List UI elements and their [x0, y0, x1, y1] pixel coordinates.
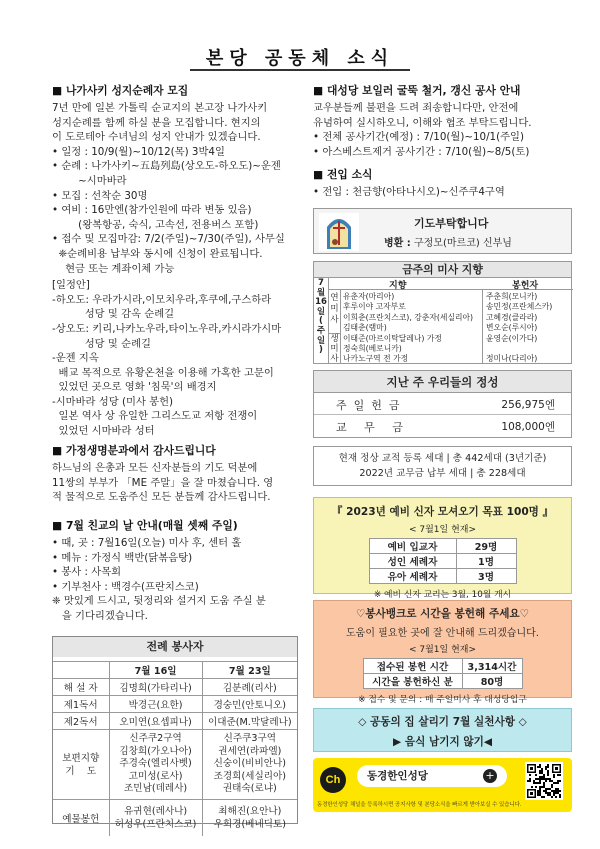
server-role: 제1독서: [53, 696, 109, 713]
server-name: 신숭이(비비안나): [213, 758, 286, 770]
offering-label: 교 무 금: [336, 421, 403, 434]
parish-stats: [313, 446, 572, 486]
server-name: 권세연(라파엘): [218, 745, 282, 757]
server-name: 이대준(M.막달레나): [202, 713, 297, 730]
mass-row: [343, 353, 571, 363]
server-name: 박경근(요한): [109, 696, 202, 713]
server-name: 김명희(가타리나): [109, 679, 202, 696]
goal-row-label: 성인 세례자: [369, 554, 456, 569]
pilgrimage-section: [52, 83, 302, 439]
offer-group-b: [202, 800, 297, 836]
volunteer-line: 도움이 필요한 곳에 잘 안내해 드리겠습니다.: [346, 628, 539, 639]
schedule-line: -운젠 지옥: [52, 352, 99, 365]
schedule-line: 일본 역사 상 유일한 그리스도교 저항 전쟁이: [52, 410, 258, 423]
boiler-heading: ■ 대성당 보일러 굴뚝 철거, 갱신 공사 안내: [313, 84, 521, 97]
welcome-line: • 메뉴 : 가정식 백반(닭볶음탕): [52, 551, 193, 564]
mass-donor: 윤영순(이가다): [486, 333, 538, 343]
volunteer-table: [363, 658, 523, 689]
prayer-label: 병환 :: [384, 238, 411, 249]
mass-group1: 연 미 사: [329, 290, 341, 334]
welcome-line: • 기부천사 : 백경수(프란치스코): [52, 580, 199, 593]
schedule-line: 있었던 시마바라 성터: [52, 425, 155, 438]
channel-name: 동경한인성당: [357, 765, 507, 787]
mass-donor: 정미나(다리아): [486, 354, 538, 364]
mass-intention: 정숙희(베로니카): [343, 343, 402, 353]
volunteer-row-label: 접수된 봉헌 시간: [363, 659, 462, 674]
server-name: 허성우(프란치스코): [114, 818, 197, 830]
server-role: 보편지향 기 도: [53, 730, 109, 800]
volunteer-row-value: 3,314시간: [462, 659, 522, 674]
homecare-title: ◇ 공동의 집 살리기 7월 실천사항 ◇: [358, 716, 527, 728]
boiler-line: • 아스베스트제거 공사기간 : 7/10(월)~8/5(토): [313, 145, 530, 158]
pilgrimage-line: 7년 만에 일본 가톨릭 순교지의 본고장 나가사키: [52, 102, 268, 114]
mass-h1: 지향: [389, 281, 407, 291]
add-channel-icon[interactable]: +: [483, 769, 497, 783]
pilgrimage-line: 성지순례를 함께 하실 분을 모집합니다. 현지의: [52, 116, 261, 129]
boiler-line: 유념하여 실시하오니, 이해와 협조 부탁드립니다.: [313, 116, 532, 129]
mass-row: [343, 312, 571, 322]
server-name: 유귀현(레사나): [124, 805, 188, 817]
servers-row: [53, 713, 297, 730]
pilgrimage-line: 이 도로테아 수녀님의 성지 안내가 있겠습니다.: [52, 131, 261, 144]
volunteer-title: ♡봉사뱅크로 시간을 봉헌해 주세요♡: [355, 608, 530, 620]
prayer-text: 구정모(마르코) 신부님: [414, 238, 512, 249]
mass-row: [343, 301, 571, 311]
pilgrimage-line: ❈순례비용 납부와 동시에 신청이 완료됩니다.: [52, 247, 263, 260]
servers-row-offer: [53, 800, 297, 836]
volunteer-row: [363, 674, 522, 689]
channel-desc: 동경한인성당 채널을 등록하시면 공지사항 및 본당소식을 빠르게 받아보실 수 있습니다.: [317, 802, 522, 808]
transfer-heading: ■ 전입 소식: [313, 168, 373, 181]
mass-intention: 김태춘(램마): [343, 323, 387, 333]
channel-banner[interactable]: [313, 758, 572, 812]
offering-box: [313, 370, 572, 438]
goal-row-label: 유아 세례자: [369, 569, 456, 584]
pilgrimage-line: ~시마바라: [52, 174, 127, 187]
transfer-line: • 전입 : 천금향(아타나시오)~신주쿠4구역: [313, 186, 505, 198]
mass-intention: 이태준(마르이탁달레나) 가정: [343, 333, 442, 343]
prayer-title: 기도부탁합니다: [414, 217, 489, 230]
parish-stat: 2022년 교무금 납부 세대 | 총 228세대: [359, 468, 526, 479]
page-title: 본당 공동체 소식: [205, 48, 395, 69]
offer-group-a: [109, 800, 202, 836]
goal-row-value: 3명: [456, 569, 516, 584]
goal-row-label: 예비 입교자: [369, 539, 456, 554]
prayer-area: 신주쿠2구역: [129, 733, 182, 745]
mass-intention: 나카노구역 전 가정: [343, 354, 409, 364]
server-name: 김분례(리사): [202, 679, 297, 696]
goal-sub: < 7월1일 현재>: [408, 525, 477, 535]
server-role: 예물봉헌: [53, 800, 109, 836]
pilgrimage-heading: ■ 나가사키 성지순례자 모집: [52, 84, 189, 97]
family-line: 적 물적으로 도움주신 모든 분들께 감사드립니다.: [52, 491, 271, 504]
pilgrimage-line: 현금 또는 계좌이체 가능: [52, 262, 175, 275]
servers-row-prayer: [53, 730, 297, 800]
schedule-line: -하오도: 우라가시라,이모치우라,후쿠에,구스하라: [52, 293, 272, 306]
schedule-line: -시마바라 성당 (미사 봉헌): [52, 395, 174, 408]
goal-row: [369, 554, 516, 569]
mass-group2: 생 미 사: [329, 334, 341, 364]
volunteer-note: ※ 접수 및 문의 : 매 주일미사 후 대성당입구: [358, 695, 527, 705]
pilgrimage-line: • 접수 및 모집마감: 7/2(주일)~7/30(주일), 사무실: [52, 233, 285, 246]
pilgrimage-line: • 모집 : 선착순 30명: [52, 189, 148, 202]
homecare-item: ▶ 음식 남기지 않기◀: [393, 736, 492, 748]
boiler-section: [313, 83, 573, 159]
server-name: 최해진(요안나): [218, 805, 282, 817]
server-role: 해 설 자: [53, 679, 109, 696]
mass-donor: 주춘희(모니카): [486, 292, 538, 301]
server-name: 경숭민(안토니오): [202, 696, 297, 713]
welcome-line: ❈ 맛있게 드시고, 뒷정리와 설거지 도움 주실 분: [52, 595, 266, 608]
servers-title: 전례 봉사자: [53, 637, 297, 657]
server-name: 우희경(베네딕토): [213, 818, 286, 830]
servers-col1: 7월 16일: [109, 662, 202, 679]
schedule-heading: [일정안]: [52, 279, 90, 292]
mass-h2: 봉헌자: [512, 281, 539, 291]
schedule-line: 있었던 곳으로 영화 '침묵'의 배경지: [52, 381, 217, 394]
prayer-group-a: [109, 730, 202, 800]
parish-stat: 현재 정상 교적 등록 세대 | 총 442세대 (3년기준): [338, 453, 547, 464]
mass-date: 7 월 16 일 ( 주 일 ): [314, 278, 329, 364]
server-name: 고미성(로사): [128, 770, 183, 782]
schedule-line: -상오도: 키리,나카노우라,타이노우라,카시라가시마: [52, 322, 282, 335]
qr-code-icon: [525, 762, 563, 800]
mass-row: [343, 343, 571, 353]
family-section: [52, 443, 302, 505]
family-line: 11쌍의 부부가 「ME 주말」을 잘 마쳤습니다. 영: [52, 476, 274, 489]
server-name: 조민남(데레사): [124, 783, 188, 795]
server-name: 조경희(세실리아): [213, 770, 286, 782]
mass-box: [313, 261, 572, 364]
servers-row: [53, 696, 297, 713]
goal-row-value: 29명: [456, 539, 516, 554]
pilgrimage-line: • 순례 : 나가사키~五島列島(상오도-하오도)~운젠: [52, 160, 281, 173]
servers-row: [53, 679, 297, 696]
volunteer-row-label: 시간을 봉헌하신 분: [363, 674, 462, 689]
welcome-line: • 봉사 : 사목회: [52, 566, 122, 579]
server-name: 김창희(가오나아): [119, 745, 192, 757]
goal-row: [369, 569, 516, 584]
welcome-heading: ■ 7월 친교의 날 안내(매월 셋째 주일): [52, 519, 238, 532]
prayer-area: 신주쿠3구역: [223, 733, 277, 745]
offering-label: 주 일 헌 금: [336, 399, 400, 412]
offering-amount: 256,975엔: [501, 399, 555, 411]
servers-box: [52, 636, 298, 830]
volunteer-box: [313, 600, 572, 705]
transfer-section: [313, 167, 573, 200]
goal-box: [313, 497, 572, 600]
schedule-line: 성당 및 순례길: [52, 337, 151, 350]
channel-logo-icon: Ch: [320, 767, 346, 793]
volunteer-sub: < 7월1일 현재>: [408, 645, 477, 655]
mass-donor: 송민정(프란체스카): [486, 302, 553, 312]
offering-row: [314, 393, 571, 415]
welcome-line: 을 기다리겠습니다.: [52, 609, 148, 622]
pilgrimage-line: • 일정 : 10/9(월)~10/12(목) 3박4일: [52, 145, 225, 158]
server-name: 주경숙(엘리사벳): [119, 758, 192, 770]
volunteer-row-value: 80명: [462, 674, 522, 689]
mass-intention: 유춘자(마리아): [343, 292, 395, 301]
boiler-line: 교우분들께 불편을 드려 죄송합니다만, 안전에: [313, 102, 519, 114]
mass-row: [343, 322, 571, 332]
server-role: 제2독서: [53, 713, 109, 730]
pilgrimage-line: • 여비 : 16만엔(참가인원에 따라 변동 있음): [52, 204, 252, 217]
volunteer-row: [363, 659, 522, 674]
schedule-line: 배교 목적으로 유황온천을 이용해 가혹한 고문이: [52, 366, 274, 379]
offering-row: [314, 415, 571, 437]
boiler-line: • 전체 공사기간(예정) : 7/10(월)~10/1(주일): [313, 131, 525, 144]
offering-amount: 108,000엔: [501, 421, 555, 433]
goal-row: [369, 539, 516, 554]
mass-intention: 이희춘(프란치스코), 강춘자(세실리아): [343, 312, 474, 322]
homecare-box: [313, 708, 572, 752]
mass-donor: 고혜경(클라라): [486, 312, 538, 322]
family-heading: ■ 가정생명분과에서 감사드립니다: [52, 444, 216, 457]
mass-donor: 변오순(루시아): [486, 323, 538, 333]
server-name: 오미연(요셉피나): [109, 713, 202, 730]
pilgrimage-line: (왕복항공, 숙식, 고속선, 전용버스 포함): [52, 218, 259, 231]
church-icon: [319, 213, 359, 251]
goal-title: 『 2023년 예비 신자 모셔오기 목표 100명 』: [331, 506, 554, 518]
mass-row: [343, 291, 571, 301]
mass-title: 금주의 미사 지향: [314, 262, 571, 278]
servers-table: [53, 661, 297, 836]
welcome-section: [52, 518, 302, 624]
mass-intention: 후루이야 고자부로: [343, 302, 406, 312]
mass-row: [343, 333, 571, 343]
server-name: 권태숙(로냐): [222, 783, 277, 795]
prayer-group-b: [202, 730, 297, 800]
servers-col2: 7월 23일: [202, 662, 297, 679]
title-underline: [190, 69, 410, 71]
goal-row-value: 1명: [456, 554, 516, 569]
prayer-box: [313, 208, 572, 254]
offering-title: 지난 주 우리들의 정성: [314, 371, 571, 393]
goal-note: ※ 예비 신자 교리는 3월, 10월 개시: [373, 590, 512, 600]
family-line: 하느님의 은총과 모든 신자분들의 기도 덕분에: [52, 462, 258, 474]
goal-table: [369, 538, 517, 584]
welcome-line: • 때, 곳 : 7월16일(오늘) 미사 후, 센터 홀: [52, 537, 242, 549]
schedule-line: 성당 및 감옥 순례길: [52, 308, 175, 321]
